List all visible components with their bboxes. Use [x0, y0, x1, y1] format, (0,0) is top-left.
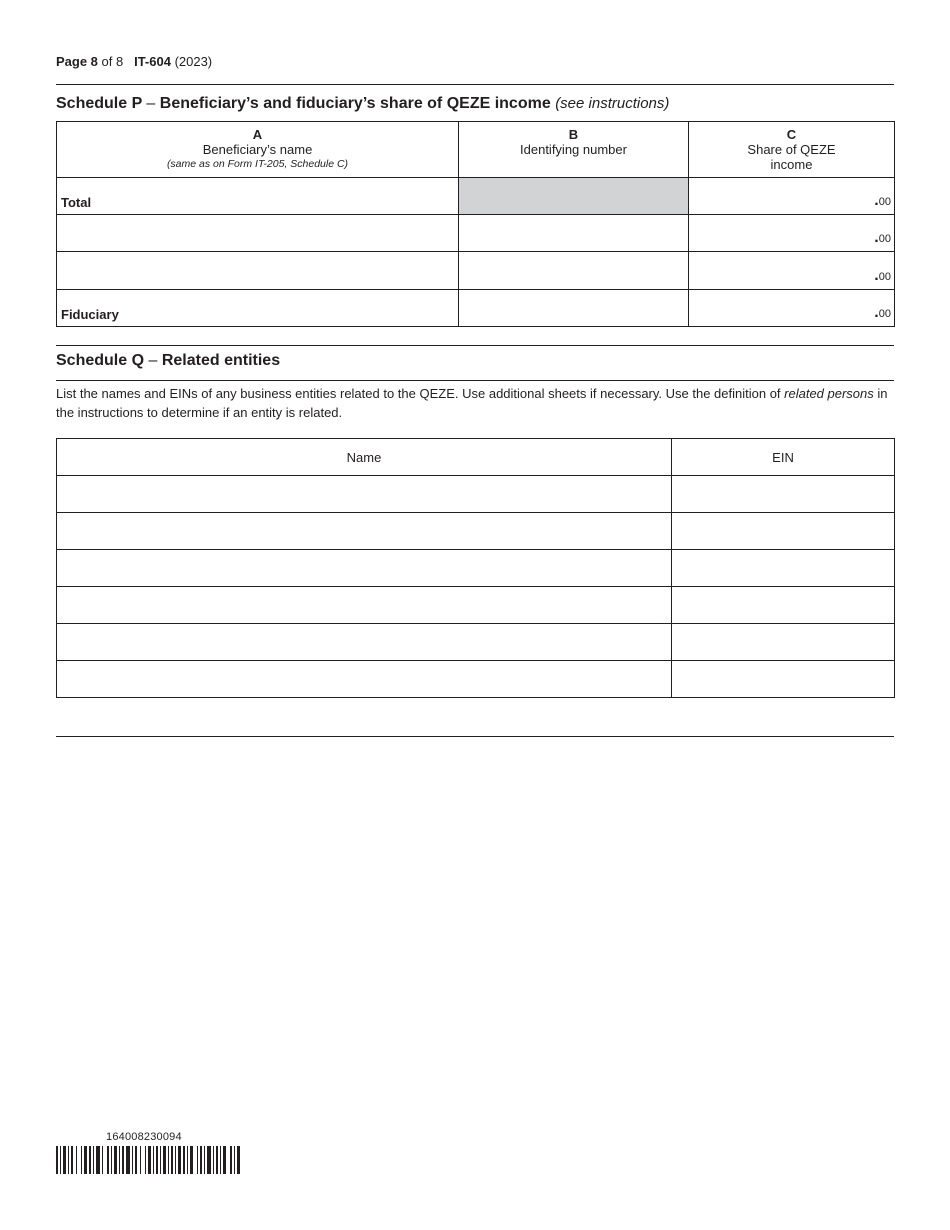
schedule-q-subtitle: Related entities: [161, 352, 281, 369]
table-row: [57, 476, 895, 513]
column-a-label: Beneficiary’s name: [202, 142, 313, 157]
schedule-q-label: Schedule Q: [56, 352, 145, 369]
entity-name-field[interactable]: [57, 587, 672, 624]
column-c-letter: C: [786, 127, 797, 142]
schedule-q-instructions: [56, 384, 892, 422]
table-row: [57, 587, 895, 624]
column-b-label: Identifying number: [520, 142, 627, 157]
total-name-cell: [57, 178, 459, 215]
table-row: [57, 178, 895, 215]
total-id-cell-shaded: [459, 178, 689, 215]
column-a-letter: A: [252, 127, 263, 142]
entity-ein-field[interactable]: [672, 550, 895, 587]
column-b-letter: B: [568, 127, 579, 142]
schedule-p-subtitle: Beneficiary’s and fiduciary’s share of QEZE income: [159, 95, 551, 112]
share-qeze-income-field[interactable]: [689, 215, 895, 252]
instructions-text-2: in the instructions to determine if an entity is related.: [56, 386, 888, 420]
divider-schedule-q-top: [56, 345, 894, 346]
cents-label: .00: [874, 304, 891, 321]
entity-name-field[interactable]: [57, 513, 672, 550]
total-share-field[interactable]: [689, 178, 895, 215]
column-b-header: [459, 122, 689, 178]
entity-ein-field[interactable]: [672, 476, 895, 513]
entity-ein-field[interactable]: [672, 624, 895, 661]
name-column-header: Name: [57, 439, 672, 476]
table-row: [57, 252, 895, 290]
column-c-label: Share of QEZE income: [747, 142, 836, 172]
identifying-number-field[interactable]: [459, 215, 689, 252]
instructions-text-1: List the names and EINs of any business entities related to the QEZE. Use additional sheets if necessary. Use the definition of: [56, 386, 785, 401]
column-a-sublabel: (same as on Form IT-205, Schedule C): [166, 158, 349, 170]
barcode-image: [56, 1146, 240, 1174]
identifying-number-field[interactable]: [459, 252, 689, 290]
column-a-header: [57, 122, 459, 178]
entity-name-field[interactable]: [57, 661, 672, 698]
table-row: [57, 215, 895, 252]
form-number: IT-604: [134, 54, 171, 69]
beneficiary-name-field[interactable]: [57, 252, 459, 290]
page-number: Page 8: [56, 54, 98, 69]
beneficiary-name-field[interactable]: [57, 215, 459, 252]
divider-bottom: [56, 736, 894, 737]
table-row: [57, 661, 895, 698]
form-year: (2023): [174, 54, 213, 69]
row-label-total: Total: [61, 195, 92, 210]
ein-column-header: EIN: [672, 439, 895, 476]
schedule-p-title: [56, 95, 669, 113]
schedule-q-header-row: [57, 439, 895, 476]
schedule-q-title: [56, 352, 280, 370]
entity-ein-field[interactable]: [672, 587, 895, 624]
entity-name-field[interactable]: [57, 624, 672, 661]
divider-schedule-q-bottom: [56, 380, 894, 381]
divider-top: [56, 84, 894, 85]
column-c-header: [689, 122, 895, 178]
schedule-q-dash: –: [148, 352, 158, 369]
schedule-p-header-row: [57, 122, 895, 178]
schedule-p-dash: –: [146, 95, 156, 112]
fiduciary-name-cell[interactable]: [57, 290, 459, 327]
entity-ein-field[interactable]: [672, 513, 895, 550]
row-label-fiduciary: Fiduciary: [61, 307, 119, 322]
page-header: [56, 54, 212, 69]
schedule-p-table: [56, 121, 895, 327]
cents-label: .00: [874, 229, 891, 246]
entity-name-field[interactable]: [57, 550, 672, 587]
instructions-italic: related persons: [784, 386, 874, 401]
fiduciary-share-field[interactable]: [689, 290, 895, 327]
page-total: of 8: [101, 54, 124, 69]
cents-label: .00: [874, 192, 891, 209]
table-row: [57, 550, 895, 587]
schedule-p-note: (see instructions): [555, 95, 670, 112]
table-row: [57, 624, 895, 661]
entity-ein-field[interactable]: [672, 661, 895, 698]
fiduciary-id-field[interactable]: [459, 290, 689, 327]
table-row: [57, 513, 895, 550]
barcode-number: 164008230094: [106, 1131, 182, 1143]
schedule-q-table: [56, 438, 895, 698]
cents-label: .00: [874, 267, 891, 284]
schedule-p-label: Schedule P: [56, 95, 142, 112]
entity-name-field[interactable]: [57, 476, 672, 513]
share-qeze-income-field[interactable]: [689, 252, 895, 290]
table-row: [57, 290, 895, 327]
